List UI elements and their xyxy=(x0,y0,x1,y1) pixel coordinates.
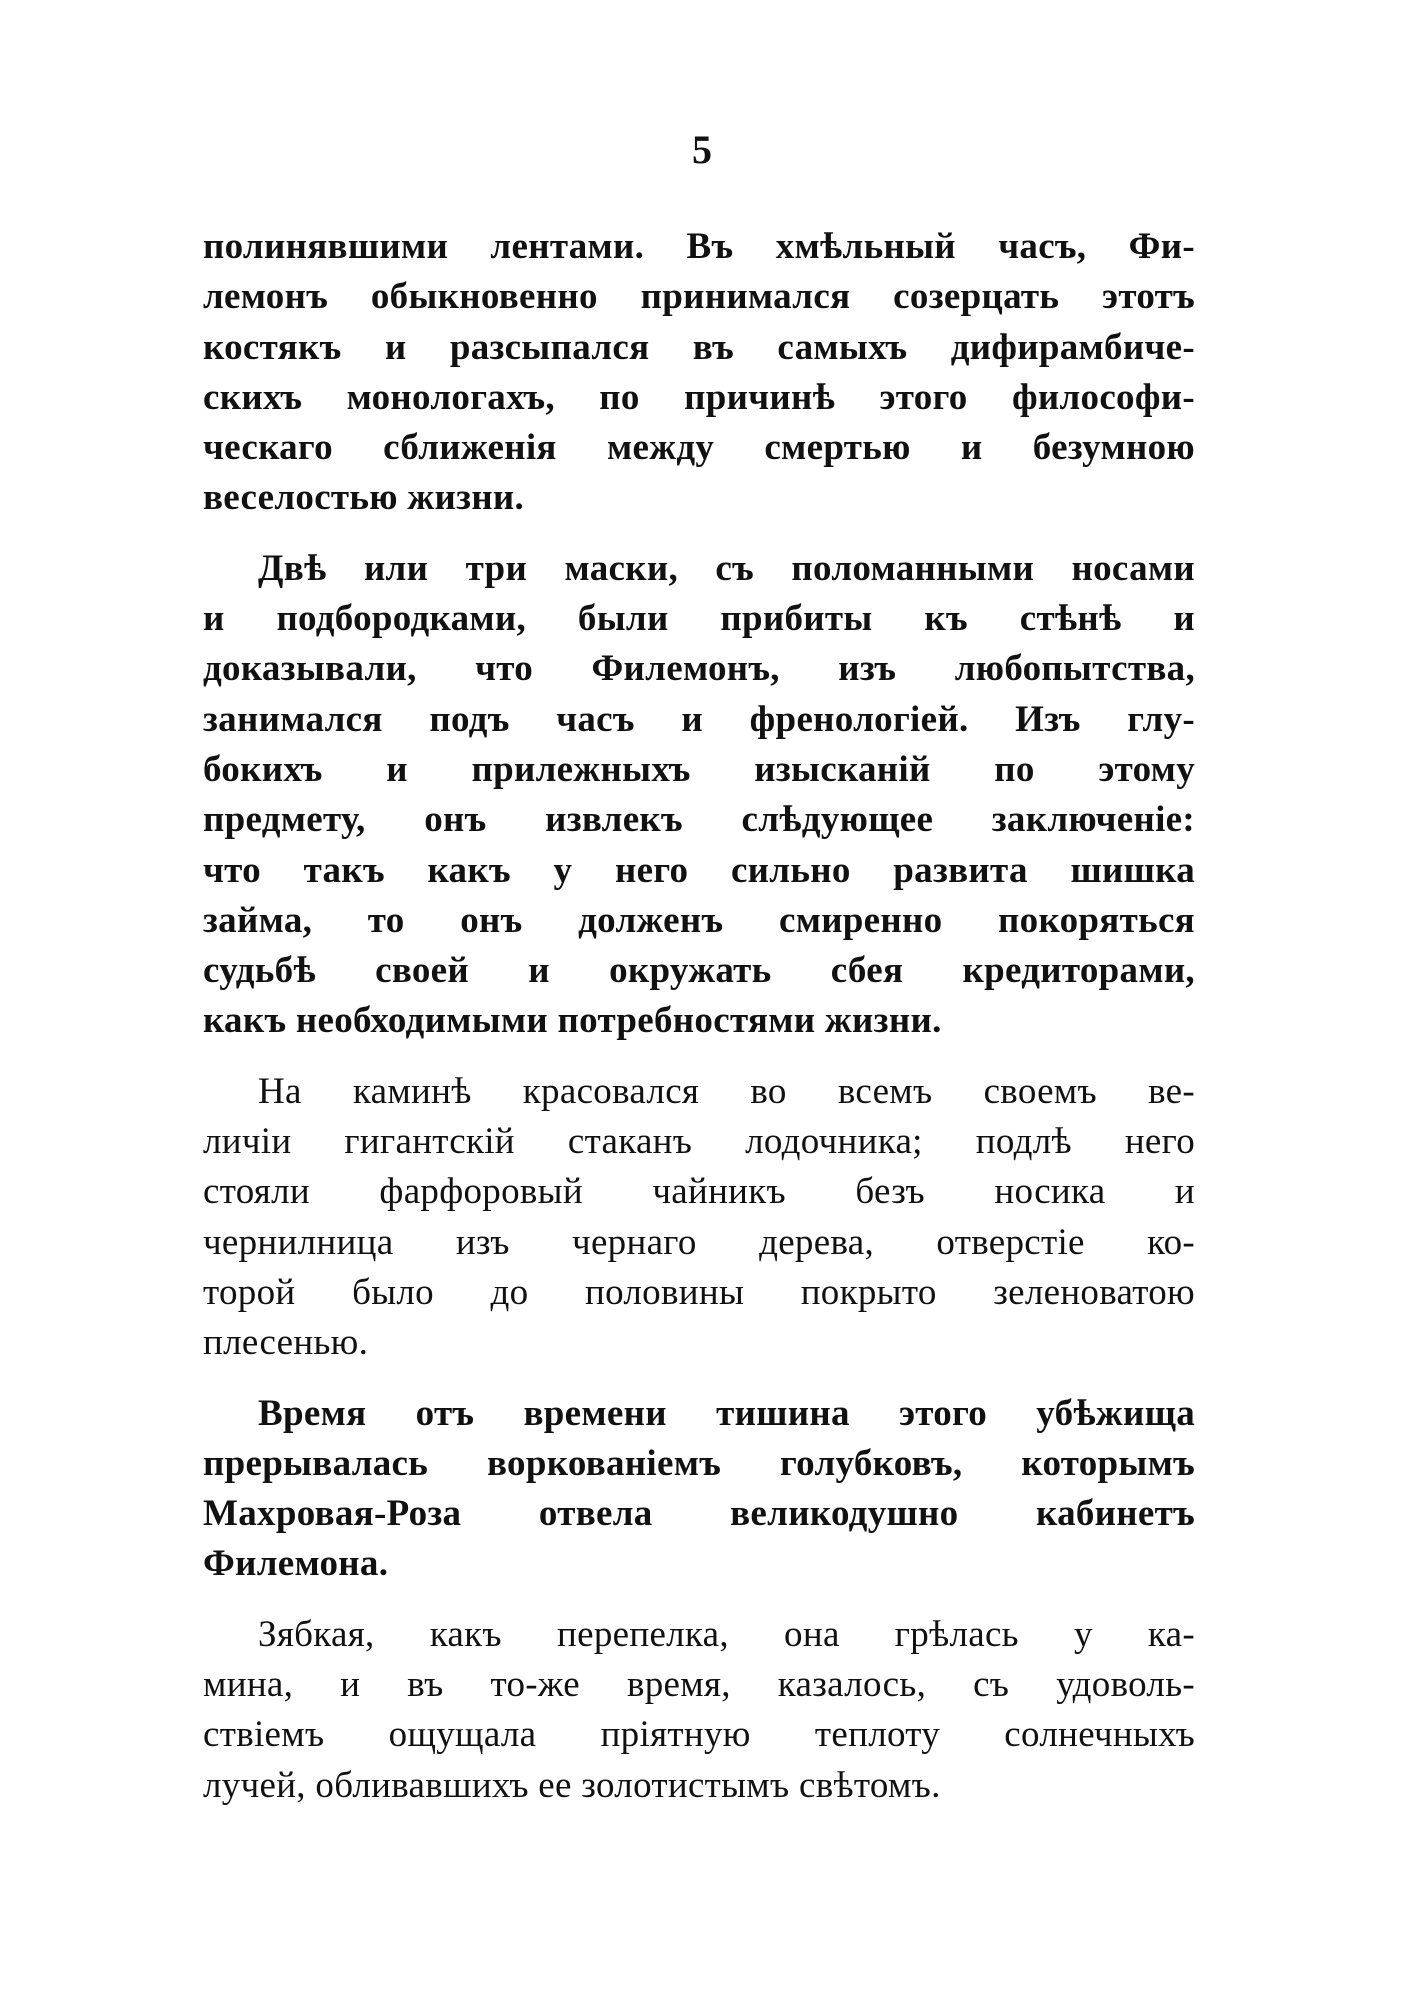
text-line: бокихъ и прилежныхъ изысканій по этому xyxy=(203,748,1195,790)
page-number: 5 xyxy=(692,127,712,172)
text-line: мина, и въ то-же время, казалось, съ удоволь- xyxy=(203,1664,1195,1706)
text-line: Филемона. xyxy=(203,1543,389,1585)
text-line: На каминѣ красовался во всемъ своемъ ве- xyxy=(258,1070,1195,1112)
text-line: полинявшими лентами. Въ хмѣльный часъ, Фи- xyxy=(203,226,1195,267)
paragraph-5 xyxy=(203,1610,1195,1811)
text-line: Зябкая, какъ перепелка, она грѣлась у ка- xyxy=(258,1613,1195,1655)
paragraph-4 xyxy=(203,1389,1195,1590)
text-line: лемонъ обыкновенно принимался созерцать этотъ xyxy=(203,276,1195,318)
paragraph-1 xyxy=(203,222,1195,524)
text-line: костякъ и разсыпался въ самыхъ дифирамбиче- xyxy=(203,326,1195,368)
text-line: какъ необходимыми потребностями жизни. xyxy=(203,1000,942,1042)
text-line: ствіемъ ощущала пріятную теплоту солнечныхъ xyxy=(203,1714,1195,1756)
text-line: ческаго сближенія между смертью и безумною xyxy=(203,427,1195,469)
text-line: стояли фарфоровый чайникъ безъ носика и xyxy=(203,1171,1195,1213)
text-line: Время отъ времени тишина этого убѣжища xyxy=(258,1392,1195,1434)
text-line: прерывалась воркованіемъ голубковъ, которымъ xyxy=(203,1442,1195,1484)
text-line: Махровая-Роза отвела великодушно кабинетъ xyxy=(203,1493,1195,1535)
text-line: лучей, обливавшихъ ее золотистымъ свѣтомъ. xyxy=(203,1764,941,1806)
text-line: что такъ какъ у него сильно развита шишка xyxy=(203,849,1195,891)
text-line: личіи гигантскій стаканъ лодочника; подлѣ него xyxy=(203,1121,1195,1163)
paragraph-3 xyxy=(203,1067,1195,1369)
text-line: судьбѣ своей и окружать сбея кредиторами, xyxy=(203,950,1195,992)
text-line: торой было до половины покрыто зеленоватою xyxy=(203,1271,1195,1313)
paragraph-2 xyxy=(203,544,1195,1047)
text-line: доказывали, что Филемонъ, изъ любопытства, xyxy=(203,648,1195,690)
text-line: скихъ монологахъ, по причинѣ этого философи- xyxy=(203,376,1195,418)
text-line: занимался подъ часъ и френологіей. Изъ глу- xyxy=(203,698,1195,740)
text-line: веселостью жизни. xyxy=(203,477,525,519)
text-line: и подбородками, были прибиты къ стѣнѣ и xyxy=(203,598,1195,640)
text-line: чернилница изъ чернаго дерева, отверстіе ко- xyxy=(203,1221,1195,1263)
text-line: предмету, онъ извлекъ слѣдующее заключеніе: xyxy=(203,799,1195,841)
text-line: Двѣ или три маски, съ поломанными носами xyxy=(258,547,1195,589)
text-line: займа, то онъ долженъ смиренно покоряться xyxy=(203,899,1195,941)
text-block xyxy=(203,222,1195,1831)
text-line: плесенью. xyxy=(203,1322,369,1364)
